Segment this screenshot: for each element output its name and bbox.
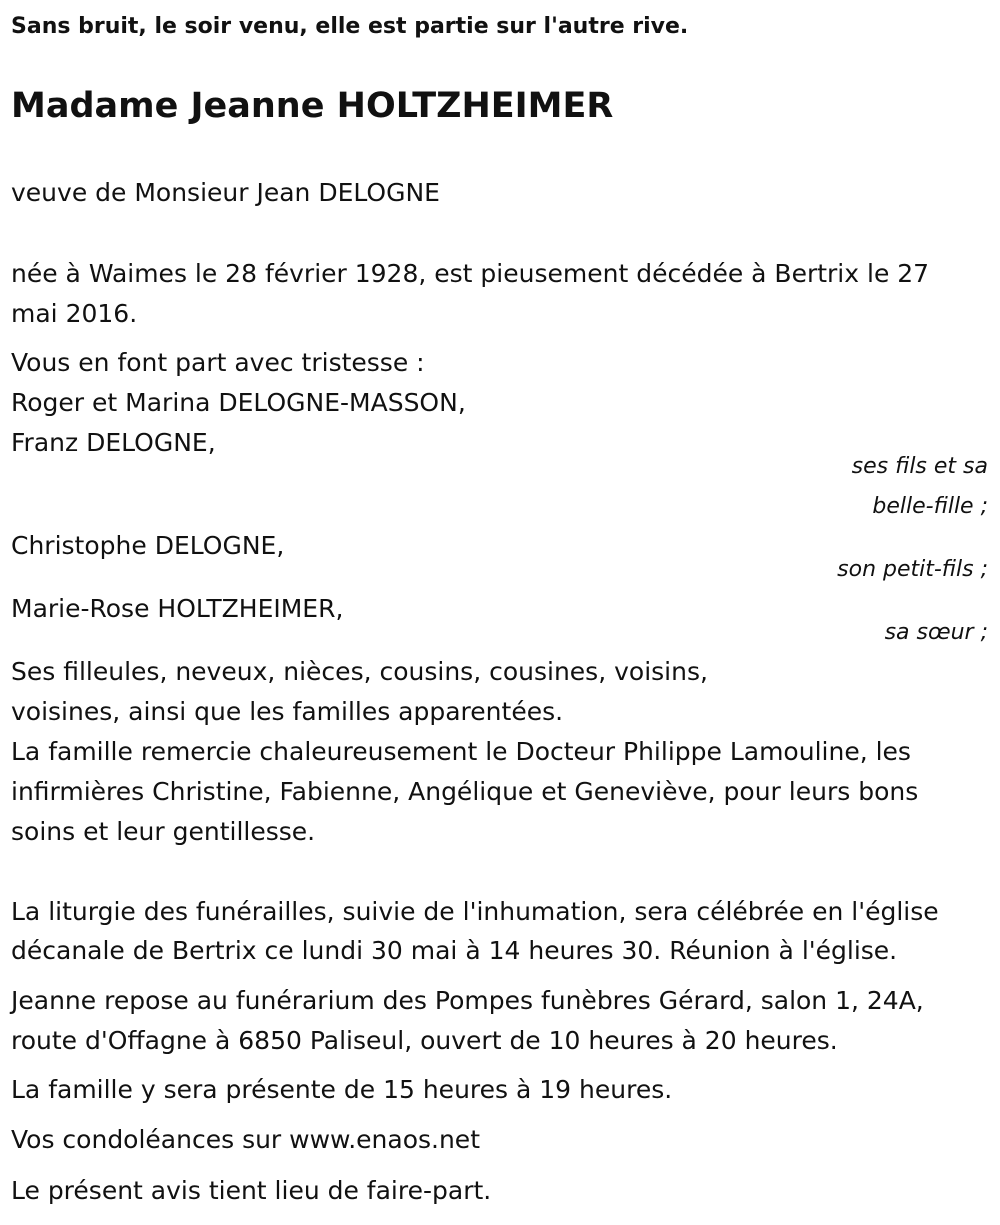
family-grandson: Christophe DELOGNE, bbox=[11, 531, 285, 560]
condolences: Vos condoléances sur www.enaos.net bbox=[11, 1125, 480, 1154]
family-presence: La famille y sera présente de 15 heures à 19 heures. bbox=[11, 1075, 673, 1104]
family-others-1: Ses filleules, neveux, nièces, cousins, cousines, voisins, bbox=[11, 657, 708, 686]
grandson-relation: son petit-fils ; bbox=[837, 557, 988, 582]
notice: Le présent avis tient lieu de faire-part. bbox=[11, 1176, 492, 1205]
thanks-line-1: La famille remercie chaleureusement le Docteur Philippe Lamouline, les bbox=[11, 737, 911, 766]
widow-of: veuve de Monsieur Jean DELOGNE bbox=[11, 178, 440, 207]
birth-death-line-1: née à Waimes le 28 février 1928, est pieusement décédée à Bertrix le 27 bbox=[11, 259, 930, 288]
birth-death-line-2: mai 2016. bbox=[11, 299, 138, 328]
epigraph: Sans bruit, le soir venu, elle est partie sur l'autre rive. bbox=[11, 14, 689, 39]
family-sister: Marie-Rose HOLTZHEIMER, bbox=[11, 594, 344, 623]
thanks-line-2: infirmières Christine, Fabienne, Angélique et Geneviève, pour leurs bons bbox=[11, 777, 919, 806]
family-sons-1: Roger et Marina DELOGNE-MASSON, bbox=[11, 388, 466, 417]
family-others-2: voisines, ainsi que les familles apparentées. bbox=[11, 697, 564, 726]
funerarium-line-1: Jeanne repose au funérarium des Pompes funèbres Gérard, salon 1, 24A, bbox=[11, 986, 924, 1015]
liturgy-line-2: décanale de Bertrix ce lundi 30 mai à 14 heures 30. Réunion à l'église. bbox=[11, 936, 898, 965]
sons-relation-1: ses fils et sa bbox=[851, 454, 988, 479]
sons-relation-2: belle-fille ; bbox=[872, 494, 988, 519]
announcement: Vous en font part avec tristesse : bbox=[11, 348, 425, 377]
family-sons-2: Franz DELOGNE, bbox=[11, 428, 216, 457]
funerarium-line-2: route d'Offagne à 6850 Paliseul, ouvert de 10 heures à 20 heures. bbox=[11, 1026, 838, 1055]
liturgy-line-1: La liturgie des funérailles, suivie de l'inhumation, sera célébrée en l'église bbox=[11, 897, 939, 926]
sister-relation: sa sœur ; bbox=[884, 620, 988, 645]
thanks-line-3: soins et leur gentillesse. bbox=[11, 817, 316, 846]
deceased-name: Madame Jeanne HOLTZHEIMER bbox=[11, 86, 614, 126]
